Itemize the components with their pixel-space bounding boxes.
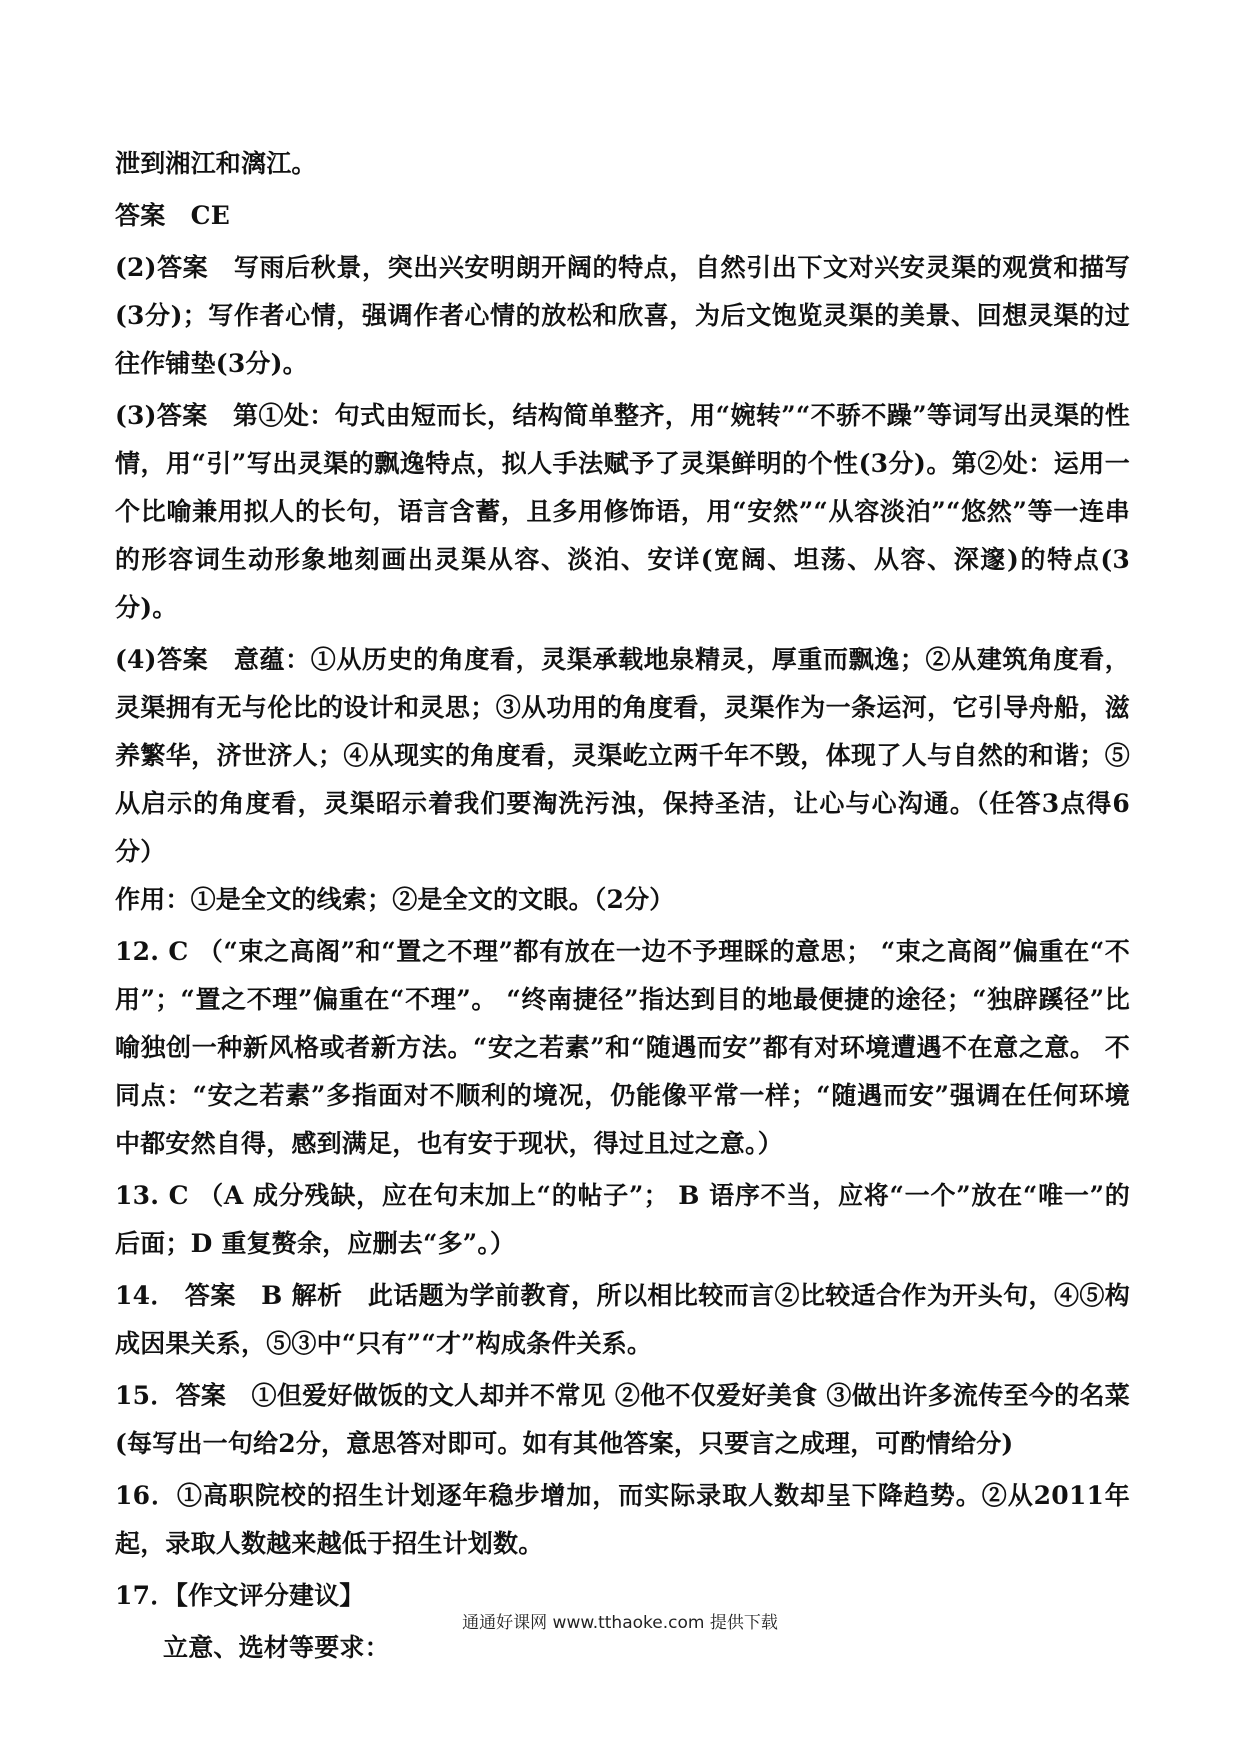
answer-2: (2)答案 写雨后秋景，突出兴安明朗开阔的特点，自然引出下文对兴安灵渠的观赏和描写(3分)；写作者心情，强调作者心情的放松和欣喜，为后文饱览灵渠的美景、回想灵渠的过往作铺垫(3分)。: [115, 253, 1130, 378]
answer-13: 13. C （A 成分残缺，应在句末加上“的帖子”； B 语序不当，应将“一个”放在“唯一”的后面；D 重复赘余，应删去“多”。）: [115, 1181, 1130, 1258]
answer-12: 12. C （“束之高阁”和“置之不理”都有放在一边不予理睬的意思； “束之高阁”偏重在“不用”；“置之不理”偏重在“不理”。 “终南捷径”指达到目的地最便捷的途径；“独辟蹊径”比喻独创一种新风格或者新方法。“安之若素”和“随遇而安”都有对环境遭遇不在意之意。 不同点：“安之若素”多指面对不顺利的境况，仍能像平常一样；“随遇而安”强调在任何环境中都安然自得，感到满足，也有安于现状，得过且过之意。）: [115, 937, 1130, 1158]
page-footer: 通通好课网 www.tthaoke.com 提供下载: [462, 1613, 778, 1633]
answer-16: 16．①高职院校的招生计划逐年稳步增加，而实际录取人数却呈下降趋势。②从2011年起，录取人数越来越低于招生计划数。: [115, 1481, 1130, 1558]
answer-4-meaning: (4)答案 意蕴：①从历史的角度看，灵渠承载地泉精灵，厚重而飘逸；②从建筑角度看，灵渠拥有无与伦比的设计和灵思；③从功用的角度看，灵渠作为一条运河，它引导舟船，滋养繁华，济世济人；④从现实的角度看，灵渠屹立两千年不毁，体现了人与自然的和谐；⑤从启示的角度看，灵渠昭示着我们要淘洗污浊，保持圣洁，让心与心沟通。（任答3点得6分）: [115, 645, 1130, 866]
answer-17-heading: 17．【作文评分建议】: [115, 1581, 365, 1610]
answer-15: 15．答案 ①但爱好做饭的文人却并不常见 ②他不仅爱好美食 ③做出许多流传至今的名菜(每写出一句给2分，意思答对即可。如有其他答案，只要言之成理，可酌情给分): [115, 1381, 1130, 1458]
answer-1: 答案 CE: [115, 201, 230, 230]
paragraph-continued: 泄到湘江和漓江。: [115, 149, 317, 178]
answer-17-requirements: 立意、选材等要求：: [163, 1633, 390, 1662]
answer-3: (3)答案 第①处：句式由短而长，结构简单整齐，用“婉转”“不骄不躁”等词写出灵渠的性情，用“引”写出灵渠的飘逸特点，拟人手法赋予了灵渠鲜明的个性(3分)。第②处：运用一个比喻兼用拟人的长句，语言含蓄，且多用修饰语，用“安然”“从容淡泊”“悠然”等一连串的形容词生动形象地刻画出灵渠从容、淡泊、安详(宽阔、坦荡、从容、深邃)的特点(3分)。: [115, 401, 1130, 622]
answer-14: 14． 答案 B 解析 此话题为学前教育，所以相比较而言②比较适合作为开头句，④⑤构成因果关系，⑤③中“只有”“才”构成条件关系。: [115, 1281, 1130, 1358]
answer-4-function: 作用：①是全文的线索；②是全文的文眼。（2分）: [115, 885, 675, 914]
answer-content: [115, 140, 1130, 1676]
